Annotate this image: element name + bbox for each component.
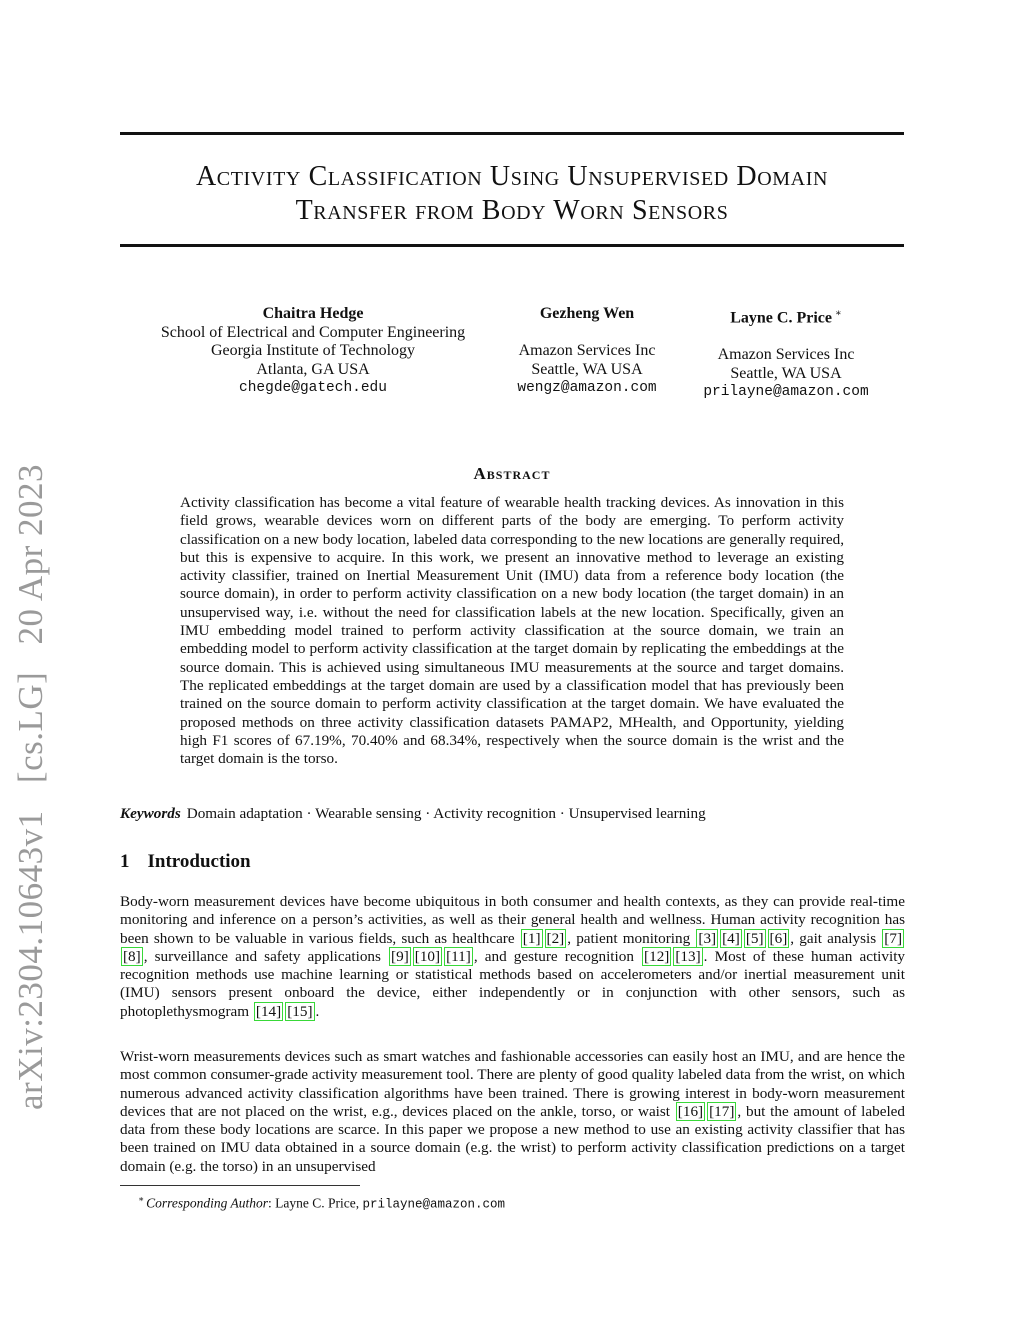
abstract-heading: Abstract [473,464,551,483]
citation-link[interactable]: [3] [698,929,717,947]
arxiv-side-stamp[interactable] [11,110,51,1110]
author-affiliation: Georgia Institute of Technology [210,342,416,359]
citation-link[interactable]: [6] [769,929,788,947]
citation-link[interactable]: [1] [522,929,541,947]
title-line-1: Activity Classification Using Unsupervised Domain [195,161,829,192]
author-3 [696,305,876,402]
citation-link[interactable]: [12] [644,947,670,965]
paragraph-text: Wrist-worn measurements devices such as smart watches and fashionable accessories can easily host an IMU, and are hence the most common consumer-grade activity measurement tool. There are plenty of good quality labeled data from the wrist, on which numerous advanced activity classification algorithms have been trained. There is growing interest in body-worn measurement devices that are not placed on the wrist, e.g., devices placed on the ankle, torso, or waist [120,1048,905,1120]
citation-link[interactable]: [14] [255,1002,282,1020]
footnote-label: Corresponding Author [146,1195,269,1211]
citation-link[interactable]: [5] [745,929,764,947]
abstract-text: Activity classification has become a vital feature of wearable health tracking devices. As innovation in this field grows, wearable devices worn on different parts of the body are emerging. To perform activity classification on a new body location, labeled data corresponding to the new locations are generally required, but this is expensive to acquire. In this work, we present an innovative method to leverage an existing activity classifier, trained on Inertial Measurement Unit (IMU) data from a reference body location (the source domain), in order to perform activity classification on a new body location (the target domain) in an unsupervised way, i.e. without the need for classification labels at the new location. Specifically, given an IMU embedding model trained to perform activity classification at the source domain, we train an embedding model to perform activity classification at the target domain by replicating the embeddings at the source domain. This is achieved using simultaneous IMU measurements at the source and target domains. The replicated embeddings at the target domain are used by a classification model that has previously been trained on the source domain to perform activity classification at the target domain. We have evaluated the proposed methods on three activity classification datasets PAMAP2, MHealth, and Opportunity, yielding high F1 scores of 67.19%, 70.40% and 68.34%, respectively when the source domain is the wrist and the target domain is the torso. [180,494,844,768]
citation-link[interactable]: [11] [446,947,471,965]
title-bottom-rule [120,244,904,247]
spacer [696,328,876,347]
author-2 [497,305,677,398]
title-top-rule [120,132,904,135]
citation-link[interactable]: [8] [123,947,141,965]
paragraph-text: . Most of these human activity recognition methods use machine learning or statistical methods based on accelerometers and/or inertial measurement unit (IMU) sensors present onboard the device, either independently or in conjunction with other sensors, such as photoplethysmogram [120,947,906,1020]
intro-paragraph-2 [120,1048,905,1176]
spacer [497,324,677,343]
citation-link[interactable]: [13] [675,947,701,965]
footnote-text: : Layne C. Price, [268,1195,363,1211]
citation-link[interactable]: [2] [546,929,565,947]
author-email[interactable]: chegde@gatech.edu [239,380,387,396]
section-number: 1 [120,851,130,872]
author-email[interactable]: wengz@amazon.com [517,380,657,396]
citation-link[interactable]: [7] [884,929,903,947]
footnote-email[interactable]: prilayne@amazon.com [362,1197,506,1212]
citation-link[interactable]: [4] [722,929,740,947]
intro-paragraph-1 [120,893,905,1021]
keywords-text: Domain adaptation · Wearable sensing · Activity recognition · Unsupervised learning [186,805,706,822]
arxiv-id[interactable]: arXiv:2304.10643v1 [11,810,50,1110]
paper-title [120,160,904,228]
footnote [138,1190,898,1214]
title-line-2: Transfer from Body Worn Sensors [295,195,729,226]
citation-link[interactable]: [9] [391,947,409,965]
author-location: Seattle, WA USA [531,360,643,378]
citation-link[interactable]: [10] [414,947,441,965]
paragraph-text: Body-worn measurement devices have become ubiquitous in both consumer and health contexts, as they can provide real-time monitoring and inference on a person’s activities, as well as their general health and wellness. Human activity recognition has been shown to be valuable in various fields, such as healthcare [120,893,905,947]
author-location: Seattle, WA USA [730,364,842,382]
keywords-line [120,805,904,823]
author-name-row [696,305,876,328]
paragraph-text: . [315,1002,320,1020]
citation-link[interactable]: [16] [677,1102,704,1120]
author-location: Atlanta, GA USA [256,360,370,378]
author-affiliation: Amazon Services Inc [717,346,855,364]
paragraph-text: , and gesture recognition [473,947,642,965]
author-name: Gezheng Wen [539,305,635,322]
author-name: Chaitra Hedge [262,305,364,322]
keywords-label: Keywords [120,805,181,822]
corresponding-author-mark[interactable]: ∗ [834,308,842,319]
citation-link[interactable]: [17] [709,1102,735,1120]
citation-link[interactable]: [15] [287,1002,313,1020]
author-affiliation: School of Electrical and Computer Engineering [160,323,466,341]
footnote-mark: ∗ [138,1194,145,1204]
paragraph-text: , surveillance and safety applications [143,947,389,965]
author-name: Layne C. Price [730,309,832,327]
paragraph-text: , patient monitoring [567,929,696,947]
arxiv-date: 20 Apr 2023 [11,463,50,645]
paragraph-text: , gait analysis [790,929,882,947]
section-heading [120,851,904,873]
author-email[interactable]: prilayne@amazon.com [703,384,869,401]
footnote-rule [120,1185,360,1186]
author-1 [150,305,476,398]
paragraph-text: , but the amount of labeled data from these body locations are scarce. In this paper we propose a new method to use an existing activity classifier that has been trained on IMU data obtained in a source domain (e.g. the wrist) to perform activity classification predictions on a target domain (e.g. the torso) in an unsupervised [120,1102,905,1175]
author-affiliation: Amazon Services Inc [518,342,656,359]
section-title: Introduction [147,851,251,872]
arxiv-category: [cs.LG] [11,671,50,784]
